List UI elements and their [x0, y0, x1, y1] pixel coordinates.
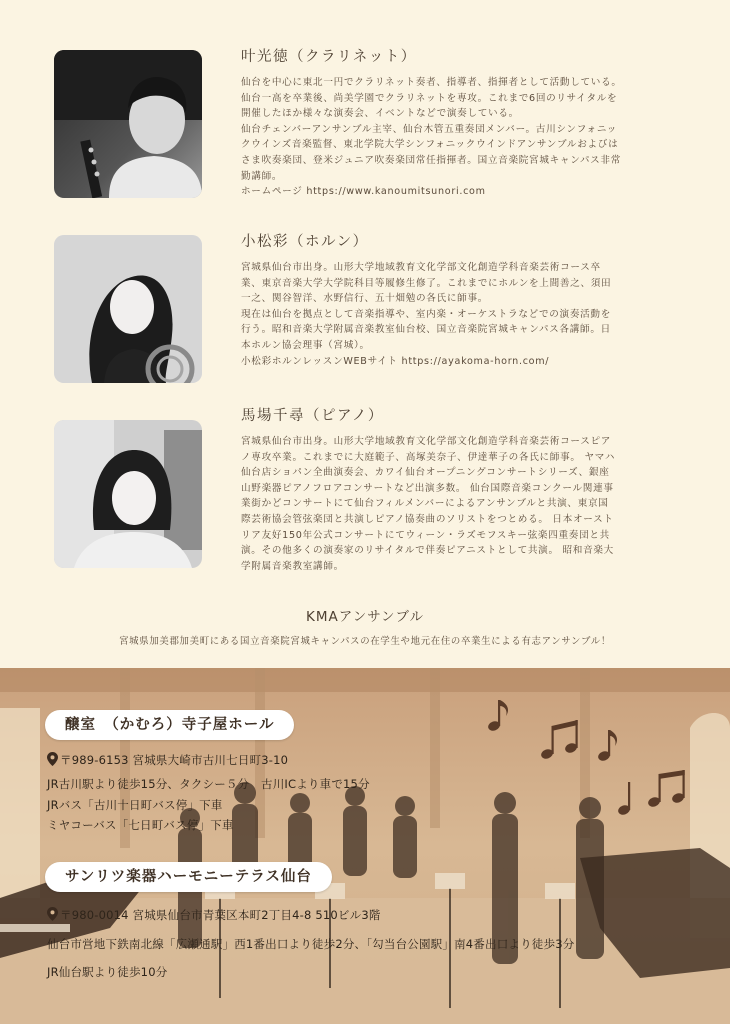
bio-line: 仙台チェンバーアンサンブル主宰、仙台木管五重奏団メンバー。古川シンフォニッ: [241, 123, 618, 135]
clarinet-player-photo: [54, 50, 202, 198]
venue-name-kamuro: 醸室 （かむろ）寺子屋ホール: [45, 710, 294, 740]
pianist-photo: [54, 420, 202, 568]
access-line: JR仙台駅より徒歩10分: [47, 965, 168, 979]
member-name: 叶光徳（クラリネット）: [241, 49, 417, 65]
map-pin-icon: [47, 907, 58, 921]
website-link[interactable]: 小松彩ホルンレッスンWEBサイト https://ayakoma-horn.com/: [241, 355, 550, 367]
ensemble-description: 宮城県加美郡加美町にある国立音楽院宮城キャンパスの在学生や地元在住の卒業生による有志アンサンブル！: [119, 636, 611, 647]
address-text: 〒989-6153 宮城県大崎市古川七日町3-10: [60, 753, 289, 767]
access-line: 仙台市営地下鉄南北線「広瀬通駅」西1番出口より徒歩2分、「勾当台公園駅」南4番出口より徒歩3分: [47, 937, 575, 951]
bio-line: 現在は仙台を拠点として音楽指導や、室内楽・オーケストラなどでの演奏活動を: [241, 308, 611, 320]
bio-line: 仙台を中心に東北一円でクラリネット奏者、指導者、指揮者として活動している。: [241, 77, 622, 88]
bio-line: 開催したほか様々な演奏会、イベントなどで演奏している。: [241, 108, 519, 120]
member-bio-piano: [241, 404, 691, 574]
bio-line: 宮城県仙台市出身。山形大学地域教育文化学部文化創造学科音楽芸術コース卒: [241, 262, 601, 273]
bio-line: 学附属音楽教室講師。: [241, 560, 344, 572]
member-name: 小松彩（ホルン）: [241, 234, 369, 250]
ensemble-title: KMAアンサンブル: [306, 609, 424, 625]
bio-line: さま吹奏楽団、登米ジュニア吹奏楽団常任指揮者。国立音楽院宮城キャンパス非常: [241, 154, 622, 166]
bio-line: 業街かどコンサートにて仙台フィルメンバーによるアンサンブルと共演、東京国: [241, 498, 609, 510]
map-pin-icon: [47, 752, 58, 766]
bio-line: 仙台一高を卒業後、尚美学園でクラリネットを専攻。これまで6回のリサイタルを: [241, 92, 618, 104]
member-bio-text: [241, 434, 691, 574]
member-name: 馬場千尋（ピアノ）: [241, 408, 384, 424]
bio-line: 際芸術協会管弦楽団と共演しピアノ協奏曲のソリストをつとめる。 日本オースト: [241, 513, 614, 525]
bio-line: 一之、関谷智洋、水野信行、五十畑勉の各氏に師事。: [241, 293, 489, 305]
member-photo-piano: [54, 420, 202, 568]
venue-address: [47, 752, 288, 768]
bio-line: 行う。昭和音楽大学附属音楽教室仙台校、国立音楽院宮城キャンパス各講師。日: [241, 324, 611, 336]
member-bio-horn: [241, 230, 691, 369]
member-bio-text: [241, 260, 691, 369]
bio-line: 勤講師。: [241, 170, 283, 182]
member-photo-horn: [54, 235, 202, 383]
access-line: JR古川駅より徒歩15分、タクシー５分 古川ICより車で15分: [47, 777, 370, 791]
venue-address: [47, 907, 381, 923]
access-line: ミヤコーバス「七日町バス停」下車: [47, 818, 234, 832]
bio-line: 山野楽器ピアノフロアコンサートなど出演多数。 仙台国際音楽コンクール関連事: [241, 482, 614, 494]
homepage-link[interactable]: ホームページ https://www.kanoumitsunori.com: [241, 186, 486, 198]
bio-line: 本ホルン協会理事（宮城）。: [241, 339, 370, 351]
venue-name-sanritsu: サンリツ楽器ハーモニーテラス仙台: [45, 862, 332, 892]
bio-line: 宮城県仙台市出身。山形大学地域教育文化学部文化創造学科音楽芸術コースピア: [241, 436, 612, 447]
horn-player-photo: [54, 235, 202, 383]
address-text: 〒980-0014 宮城県仙台市青葉区本町2丁目4-8 510ビル3階: [60, 908, 381, 922]
member-bio-clarinet: [241, 45, 691, 200]
bio-line: 業、東京音楽大学大学院科目等履修生修了。これまでにホルンを上間善之、須田: [241, 277, 612, 289]
member-bio-text: [241, 75, 691, 200]
bio-line: 仙台店ショパン全曲演奏会、カワイ仙台オープニングコンサートシリーズ、銀座: [241, 467, 610, 479]
venue-section: [0, 668, 730, 1024]
member-photo-clarinet: [54, 50, 202, 198]
bio-line: 演。その他多くの演奏家のリサイタルで伴奏ピアニストとして共演。 昭和音楽大: [241, 545, 614, 557]
bio-line: ノ専攻卒業。これまでに大庭範子、高塚美奈子、伊達華子の各氏に師事。 ヤマハ: [241, 451, 616, 463]
bio-line: リア友好150年公式コンサートにてウィーン・ラズモフスキー弦楽四重奏団と共: [241, 529, 610, 541]
bio-line: クウインズ音楽監督、東北学院大学シンフォニックウインドアンサンブルおよびは: [241, 139, 619, 151]
access-line: JRバス「古川十日町バス停」下車: [47, 798, 223, 812]
